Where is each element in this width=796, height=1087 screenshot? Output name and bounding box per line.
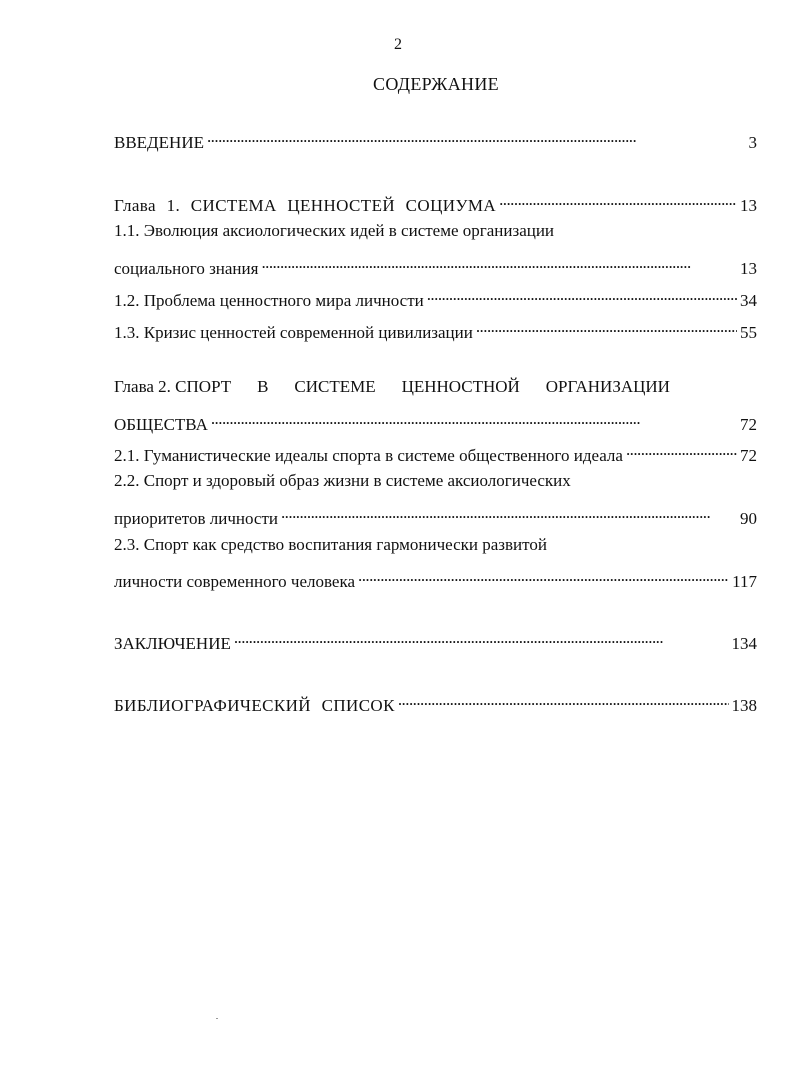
toc-entry-conclusion[interactable] [114,627,757,655]
entry-title: ЗАКЛЮЧЕНИЕ [114,634,231,653]
dot-leader [499,189,737,211]
toc-entry-chapter-2-line1 [114,376,670,398]
dot-leader [398,689,729,711]
entry-title: ВВЕДЕНИЕ [114,133,204,152]
toc-entry-1-1-line1: 1.1. Эволюция аксиологических идей в системе организации [114,221,555,240]
entry-title: 1.3. Кризис ценностей современной цивилизации [114,323,473,342]
dot-leader [281,502,737,524]
chapter-2-word: ОРГАНИЗАЦИИ [545,377,670,396]
page-number: 2 [394,36,402,53]
toc-entry-chapter-1[interactable] [114,189,757,217]
chapter-2-word: В [257,377,269,396]
entry-title: БИБЛИОГРАФИЧЕСКИЙ СПИСОК [114,696,395,715]
scan-speck [216,1018,218,1019]
entry-title: 1.2. Проблема ценностного мира личности [114,291,424,310]
toc-entry-1-3[interactable] [114,316,757,344]
entry-page: 72 [740,446,757,465]
entry-title: Глава 1. СИСТЕМА ЦЕННОСТЕЙ СОЦИУМА [114,196,497,215]
entry-title: ОБЩЕСТВА [114,415,208,434]
dot-leader [261,252,737,274]
entry-page: 13 [740,196,757,215]
toc-entry-intro[interactable] [114,126,757,154]
chapter-2-word: Глава 2. СПОРТ [114,377,232,396]
entry-page: 134 [731,634,757,653]
dot-leader [211,408,737,430]
toc-entry-2-2-line1: 2.2. Спорт и здоровый образ жизни в системе аксиологических [114,471,571,490]
entry-title: приоритетов личности [114,509,278,528]
entry-page: 117 [732,572,757,591]
dot-leader [626,439,737,461]
toc-entry-chapter-2[interactable] [114,408,757,436]
chapter-2-word: ЦЕННОСТНОЙ [401,377,520,396]
entry-page: 138 [731,696,757,715]
toc-entry-2-3-line1: 2.3. Спорт как средство воспитания гармонически развитой [114,535,547,554]
toc-entry-2-1[interactable] [114,439,757,467]
dot-leader [476,316,737,338]
dot-leader [427,284,737,306]
entry-page: 72 [740,415,757,434]
toc-entry-2-3[interactable] [114,565,757,593]
toc-entry-2-2[interactable] [114,502,757,530]
entry-title: личности современного человека [114,572,355,591]
toc-heading: СОДЕРЖАНИЕ [373,74,499,94]
toc-entry-1-1[interactable] [114,252,757,280]
entry-title: социального знания [114,259,259,278]
chapter-2-word: СИСТЕМЕ [294,377,376,396]
toc-entry-bibliography[interactable] [114,689,757,717]
dot-leader [234,627,729,649]
entry-page: 90 [740,509,757,528]
entry-page: 34 [740,291,757,310]
entry-title: 2.1. Гуманистические идеалы спорта в системе общественного идеала [114,446,623,465]
entry-page: 13 [740,259,757,278]
dot-leader [358,565,729,587]
dot-leader [207,126,746,148]
toc-entry-1-2[interactable] [114,284,757,312]
entry-page: 55 [740,323,757,342]
entry-page: 3 [748,133,757,152]
